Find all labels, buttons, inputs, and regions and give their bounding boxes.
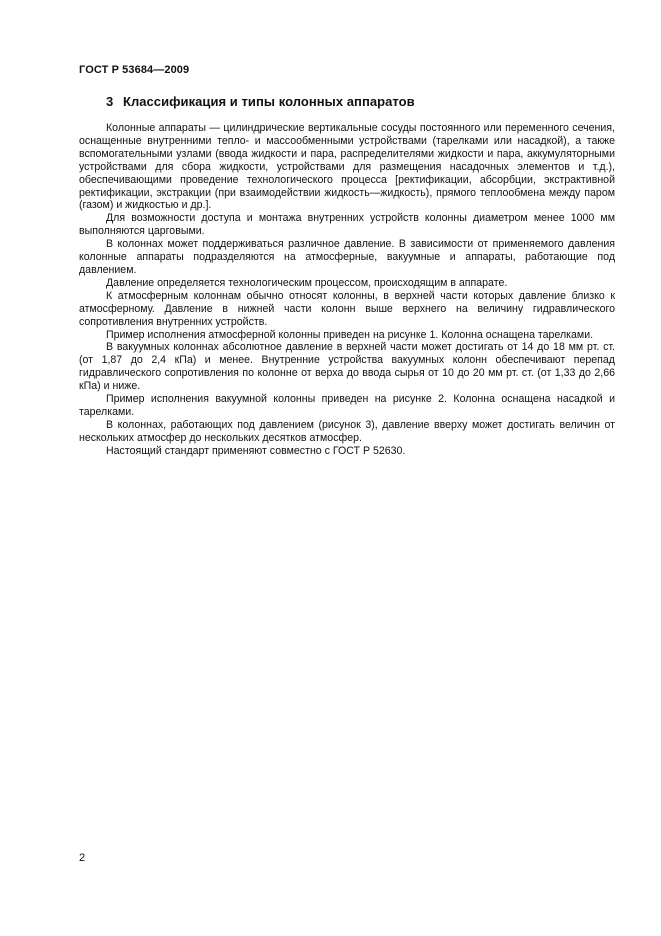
- section-body: [79, 122, 615, 458]
- paragraph: Пример исполнения вакуумной колонны приведен на рисунке 2. Колонна оснащена насадкой и тарелками.: [79, 393, 615, 418]
- section-title-text: Классификация и типы колонных аппаратов: [122, 94, 415, 109]
- section-number: 3: [106, 94, 114, 109]
- paragraph: Настоящий стандарт применяют совместно с ГОСТ Р 52630.: [106, 444, 406, 457]
- document-header: ГОСТ Р 53684—2009: [79, 64, 190, 76]
- paragraph: Пример исполнения атмосферной колонны приведен на рисунке 1. Колонна оснащена тарелками.: [106, 328, 594, 341]
- paragraph: В колоннах, работающих под давлением (рисунок 3), давление вверху может достигать величин от нескольких атмосфер до нескольких десятков атмосфер.: [79, 418, 615, 444]
- paragraph: В вакуумных колоннах абсолютное давление в верхней части может достигать от 14 до 18 мм рт. ст. (от 1,87 до 2,4 кПа) и менее. Внутренние устройства вакуумных колонн обеспечивают перепад гидравлического сопротивления по колонне от верха до ввода сырья от 10 до 20 мм рт. ст. (от 1,33 до 2,66 кПа) и ниже.: [79, 341, 615, 393]
- section-heading: [106, 94, 415, 109]
- page-number: 2: [79, 852, 86, 864]
- paragraph: Давление определяется технологическим процессом, происходящим в аппарате.: [106, 276, 508, 289]
- paragraph: К атмосферным колоннам обычно относят колонны, в верхней части которых давление близко к атмосферному. Давление в нижней части колонн выше верхнего на величину гидравлического сопротивления внутренних устройств.: [79, 289, 615, 328]
- paragraph: В колоннах может поддерживаться различное давление. В зависимости от применяемого давления колонные аппараты подразделяются на атмосферные, вакуумные и аппараты, работающие под давлением.: [79, 238, 615, 276]
- paragraph: Для возможности доступа и монтажа внутренних устройств колонны диаметром менее 1000 мм выполняются царговыми.: [79, 212, 615, 238]
- paragraph: Колонные аппараты — цилиндрические вертикальные сосуды постоянного или переменного сечения, оснащенные внутренними тепло- и массообменными устройствами (тарелками или насадкой), а также вспомогательными узлами (ввода жидкости и пара, распределителями жидкости и пара, аккумуляторными устройствами для сбора жидкости, устройствами для размещения насадочных элементов и т.д.), обеспечивающими проведение технологического процесса [ректификации, абсорбции, экстрактивной ректификации, экстракции (при взаимодействии жидкость—жидкость), прямого теплообмена между паром (газом) и жидкостью и др.].: [79, 122, 615, 212]
